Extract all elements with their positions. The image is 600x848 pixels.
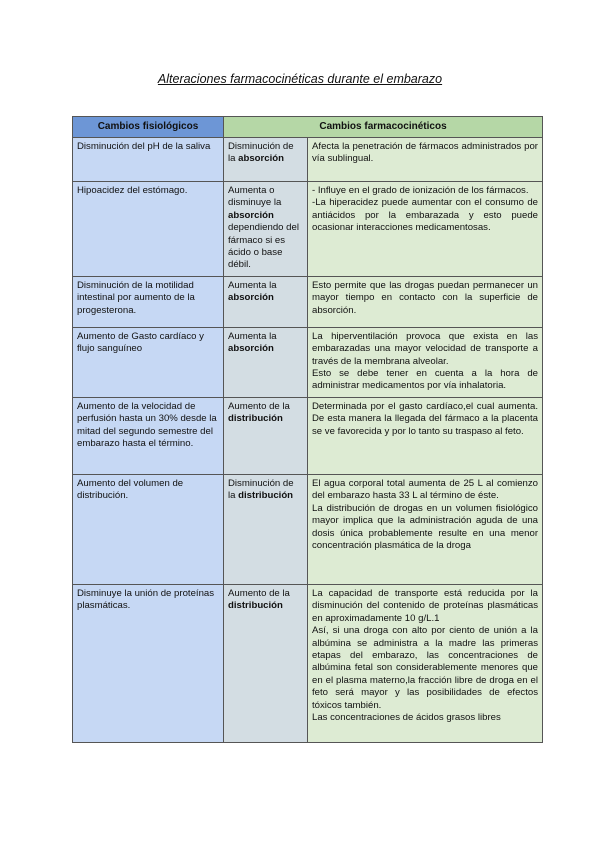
detail-paragraph: - Influye en el grado de ionización de los fármacos. — [312, 185, 529, 196]
effect-keyword: distribución — [228, 600, 283, 612]
physiological-change-cell: Disminución de la motilidad intestinal por aumento de la progesterona. — [73, 276, 224, 327]
pharmacokinetic-detail-cell — [308, 397, 543, 474]
pharmacokinetic-effect-cell — [224, 138, 308, 182]
effect-prefix: Aumento de la — [228, 587, 290, 599]
physiological-change-cell: Disminuye la unión de proteínas plasmáticas. — [73, 584, 224, 742]
table-row — [73, 276, 543, 327]
pharmacokinetic-effect-cell — [224, 182, 308, 277]
detail-paragraph: Afecta la penetración de fármacos administrados por vía sublingual. — [312, 141, 539, 165]
effect-prefix: Aumenta o disminuye la — [228, 185, 282, 209]
effect-keyword: distribución — [238, 490, 294, 502]
table-row — [73, 474, 543, 584]
detail-paragraph: La hiperventilación provoca que exista en las embarazadas una mayor velocidad de transporte a través de la membrana alveolar. — [312, 330, 539, 367]
detail-paragraph: Determinada por el gasto cardíaco,el cual aumenta. De esta manera la llegada del fármaco a la placenta se ve favorecida y por lo tanto su traspaso al feto. — [312, 400, 539, 437]
detail-paragraph: -La hiperacidez puede aumentar con el consumo de antiácidos por la embarazada y esto puede ocasionar interacciones medicamentosas. — [312, 197, 539, 234]
detail-paragraph: Las concentraciones de ácidos grasos libres — [312, 711, 501, 723]
table-row — [73, 138, 543, 182]
physiological-change-cell: Hipoacidez del estómago. — [73, 182, 224, 277]
effect-keyword: absorción — [228, 209, 274, 221]
pharmacokinetic-effect-cell — [224, 276, 308, 327]
effect-prefix: Aumenta la — [228, 279, 277, 291]
effect-keyword: absorción — [228, 292, 274, 304]
pharmacokinetic-detail-cell — [308, 276, 543, 327]
detail-paragraph: La distribución de drogas en un volumen fisiológico mayor implica que la administración aguda de una dosis única probablemente resulte en una menor concentración plasmática de la droga — [312, 502, 539, 551]
table-header-row — [73, 117, 543, 138]
detail-paragraph: La capacidad de transporte está reducida por la disminución del contenido de proteínas plasmáticas en aproximadamente 10 g/L.1 — [312, 587, 539, 624]
table-row — [73, 182, 543, 277]
document-title: Alteraciones farmacocinéticas durante el embarazo — [157, 72, 443, 86]
detail-paragraph: Esto se debe tener en cuenta a la hora de administrar medicamentos por vía inhalatoria. — [312, 368, 539, 392]
detail-paragraph: Así, si una droga con alto por ciento de unión a la albúmina se administra a la madre las primeras etapas del embarazo, las concentraciones de albúmina fetal son considerablemente menores que en el plasma materno,la fracción libre de droga en el feto será mayor y las posibilidades de efectos tóxicos también. — [312, 625, 539, 711]
pharmacokinetics-table — [72, 116, 543, 743]
pharmacokinetic-effect-cell — [224, 327, 308, 397]
physiological-change-cell: Aumento del volumen de distribución. — [73, 474, 224, 584]
effect-keyword: absorción — [238, 153, 284, 165]
header-physiological-changes: Cambios fisiológicos — [73, 117, 224, 138]
physiological-change-cell: Aumento de Gasto cardíaco y flujo sanguíneo — [73, 327, 224, 397]
physiological-change-cell: Aumento de la velocidad de perfusión hasta un 30% desde la mitad del segundo semestre del embarazo hasta el término. — [73, 397, 224, 474]
effect-keyword: absorción — [228, 343, 274, 355]
pharmacokinetic-detail-cell — [308, 584, 543, 742]
pharmacokinetic-effect-cell — [224, 397, 308, 474]
effect-keyword: distribución — [228, 413, 283, 425]
pharmacokinetic-detail-cell — [308, 182, 543, 277]
pharmacokinetic-detail-cell — [308, 138, 543, 182]
detail-paragraph: El agua corporal total aumenta de 25 L al comienzo del embarazo hasta 33 L al término de éste. — [312, 477, 539, 502]
effect-prefix: Aumenta la — [228, 330, 277, 342]
table-row — [73, 397, 543, 474]
effect-prefix: Aumento de la — [228, 400, 290, 412]
physiological-change-cell: Disminución del pH de la saliva — [73, 138, 224, 182]
effect-prefix: Disminución de la — [228, 141, 294, 165]
table-row — [73, 327, 543, 397]
pharmacokinetic-effect-cell — [224, 584, 308, 742]
pharmacokinetic-detail-cell — [308, 474, 543, 584]
detail-paragraph: Esto permite que las drogas puedan permanecer un mayor tiempo en contacto con la superficie de absorción. — [312, 279, 539, 316]
pharmacokinetic-effect-cell — [224, 474, 308, 584]
table-row — [73, 584, 543, 742]
effect-prefix: Disminución de la — [228, 477, 294, 502]
effect-suffix: dependiendo del fármaco si es ácido o base débil. — [228, 222, 299, 271]
pharmacokinetic-detail-cell — [308, 327, 543, 397]
header-pharmacokinetic-changes: Cambios farmacocinéticos — [224, 117, 543, 138]
